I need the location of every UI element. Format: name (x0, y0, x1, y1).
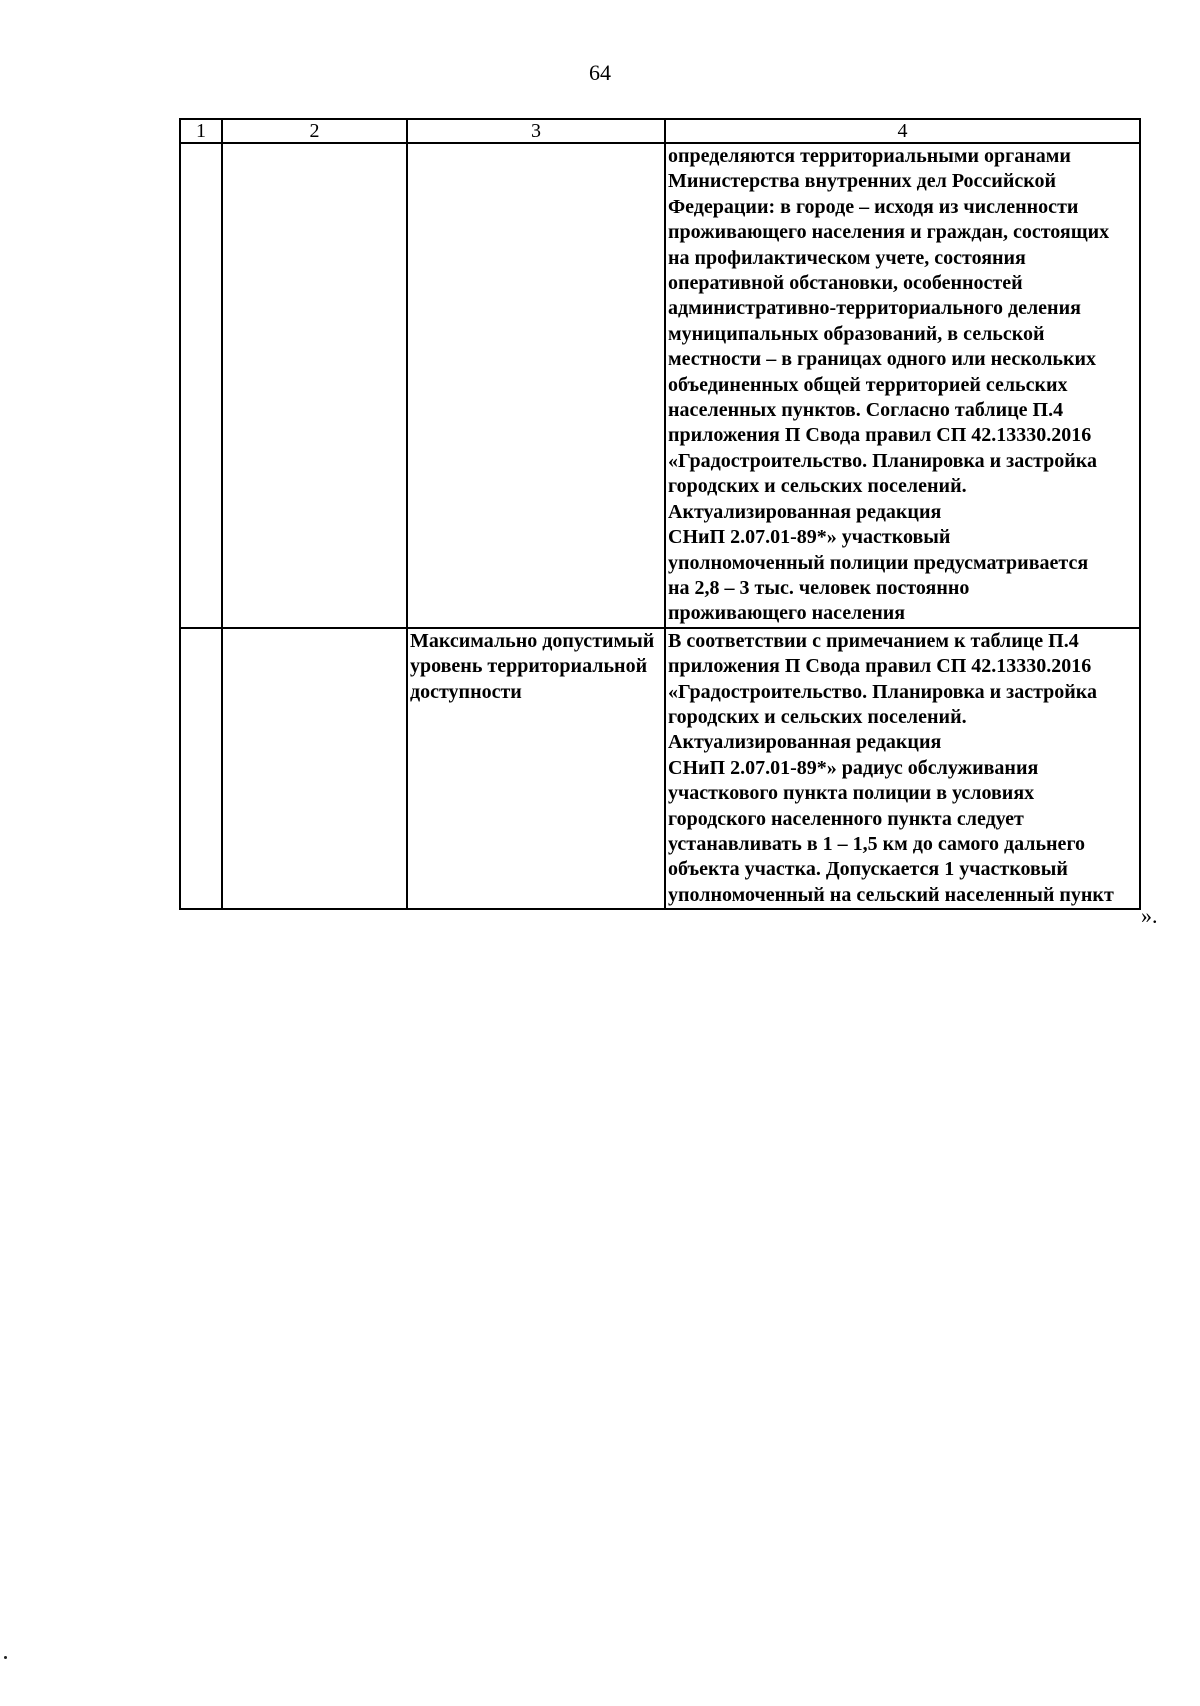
table-header-row (180, 119, 1140, 143)
row2-description-cell: В соответствии с примечанием к таблице П.4 приложения П Свода правил СП 42.13330.2016 «Градостроительство. Планировка и застройка городских и сельских поселений. Актуализированная редакция СНиП 2.07.01-89*» радиус обслуживания участкового пункта полиции в условиях городского населенного пункта следует устанавливать в 1 – 1,5 км до самого дальнего объекта участка. Допускается 1 участковый уполномоченный на сельский населенный пункт (665, 628, 1140, 909)
page-number: 64 (589, 60, 611, 85)
table-row (180, 143, 1140, 628)
row1-col1-cell (180, 143, 222, 628)
row1-col2-cell (222, 143, 407, 628)
table-row (180, 628, 1140, 909)
column-header-2: 2 (222, 119, 407, 143)
row1-description-cell: определяются территориальными органами Министерства внутренних дел Российской Федерации: в городе – исходя из численности проживающего населения и граждан, состоящих на профилактическом учете, состояния оперативной обстановки, особенностей административно-территориального деления муниципальных образований, в сельской местности – в границах одного или нескольких объединенных общей территорией сельских населенных пунктов. Согласно таблице П.4 приложения П Свода правил СП 42.13330.2016 «Градостроительство. Планировка и застройка городских и сельских поселений. Актуализированная редакция СНиП 2.07.01-89*» участковый уполномоченный полиции предусматривается на 2,8 – 3 тыс. человек постоянно проживающего населения (665, 143, 1140, 628)
requirements-table (179, 118, 1141, 910)
column-header-1: 1 (180, 119, 222, 143)
row2-indicator-cell: Максимально допустимый уровень территориальной доступности (407, 628, 665, 909)
closing-quote-mark: ». (1141, 903, 1158, 928)
scan-artifact-dot (4, 1656, 7, 1659)
row2-col2-cell (222, 628, 407, 909)
column-header-4: 4 (665, 119, 1140, 143)
row2-col1-cell (180, 628, 222, 909)
row1-col3-cell (407, 143, 665, 628)
column-header-3: 3 (407, 119, 665, 143)
